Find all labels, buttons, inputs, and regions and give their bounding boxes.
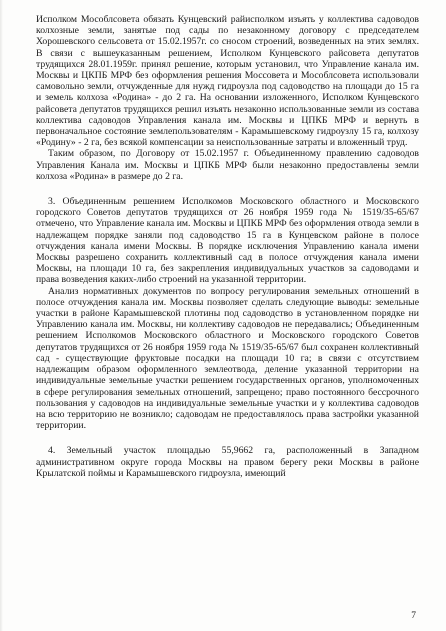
page-number: 7 xyxy=(411,611,416,621)
paragraph-item-4: 4. Земельный участок площадью 55,9662 га, расположенный в Западном административном округе города Москвы на правом берегу реки Москвы в районе Крылатской поймы и Карамышевского гидроузла, имеющий xyxy=(36,445,419,479)
scan-edge-shadow xyxy=(0,0,3,631)
document-body xyxy=(36,14,419,479)
paragraph-conclusion-rodina: Таким образом, по Договору от 15.02.1957 г. Объединенному правлению садоводов Управления Канала им. Москвы и ЦПКБ МРФ были незаконно предоставлены земли колхоза «Родина» в размере до 2 га. xyxy=(36,148,419,182)
paragraph-analysis: Анализ нормативных документов по вопросу регулирования земельных отношений в полосе отчуждения канала им. Москвы позволяет сделать следующие выводы: земельные участки в районе Карамышевской плотины под садоводство в установленном порядке ни Управлению канала им. Москвы, ни коллективу садоводов не передавались; Объединенным решением Исполкомов Московского областного и Московского городского Советов депутатов трудящихся от 26 ноября 1959 года № 1519/35-65/67 был сохранен коллективный сад - существующие фруктовые посадки на площади 10 га; в связи с отсутствием надлежащим образом оформленного землеотвода, деление указанной территории на индивидуальные земельные участки решением государственных органов, уполномоченных в сфере регулирования земельных отношений, запрещено; право постоянного бессрочного пользования у садоводов на индивидуальные земельные участки и у коллектива садоводов на всю территорию не возникло; садоводам не предоставлялось права застройки указанной территории. xyxy=(36,285,419,432)
paragraph-item-3: 3. Объединенным решением Исполкомов Московского областного и Московского городского Советов депутатов трудящихся от 26 ноября 1959 года № 1519/35-65/67 отмечено, что Управление канала им. Москвы и ЦПКБ МРФ без оформления отвода земли в надлежащем порядке заняли под садоводство 15 га в Кунцевском районе в полосе отчуждения канала имени Москвы. В порядке исключения Управлению канала имени Москвы разрешено сохранить коллективный сад в полосе отчуждения канала имени Москвы, на площади 10 га, без закрепления индивидуальных участков за садоводами и права возведения каких-либо строений на указанной территории. xyxy=(36,196,419,286)
paragraph-ispolkom-decision: Исполком Мособлсовета обязать Кунцевский райисполком изъять у коллектива садоводов колхозные земли, занятые под сады по незаконному договору с председателем Хорошевского сельсовета от 15.02.1957г. со сносом строений, возведенных на этих землях. В связи с вышеуказанным решением, Исполком Кунцевского райсовета депутатов трудящихся 28.01.1959г. принял решение, которым установил, что Управление канала им. Москвы и ЦКПБ МРФ без оформления решения Моссовета и Мособлсовета использовали самовольно земли, отчужденные для нужд гидроузла под садоводство на площади до 15 га и земель колхоза «Родина» - до 2 га. На основании изложенного, Исполком Кунцевского райсовета депутатов трудящихся решил изъять незаконно использованные земли из состава коллектива садоводов Управления канала им. Москвы и ЦПКБ МРФ и вернуть в первоначальное состояние землепользователям - Карамышевскому гидроузлу 15 га, колхозу «Родину» - 2 га, без всякой компенсации за неиспользованные затраты и вложенный труд. xyxy=(36,14,419,149)
